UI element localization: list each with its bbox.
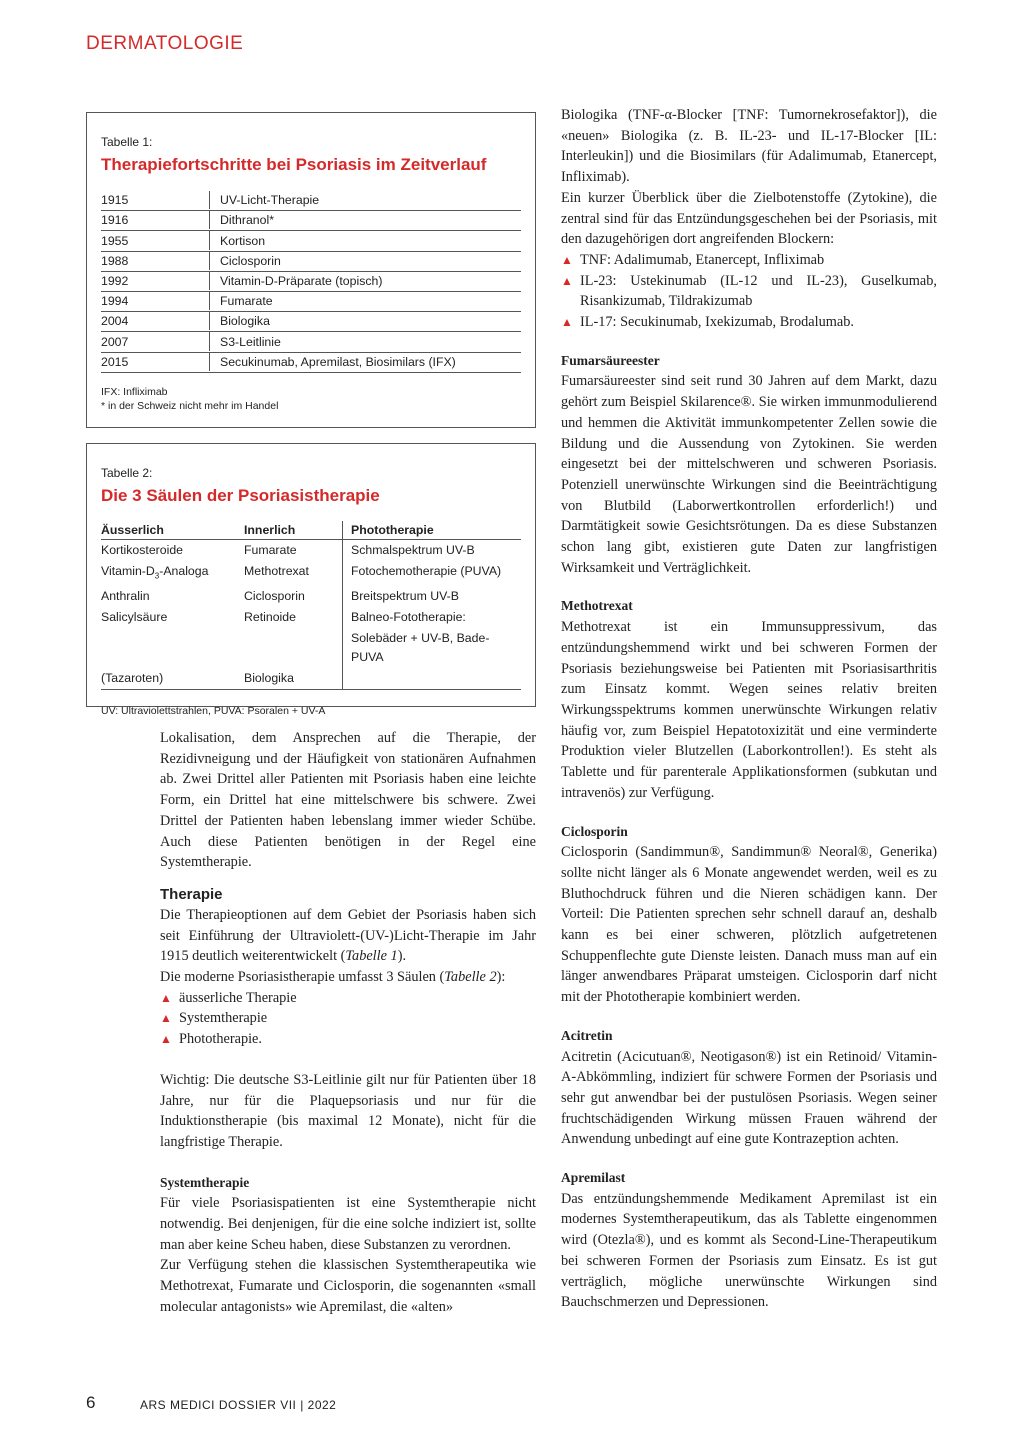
table-header: Phototherapie bbox=[342, 521, 521, 540]
publication-name: ARS MEDICI DOSSIER VII | 2022 bbox=[140, 1398, 337, 1412]
table-cell: Fotochemotherapie (PUVA) bbox=[342, 561, 521, 586]
table-cell: Breitspektrum UV-B bbox=[342, 586, 521, 607]
table-1 bbox=[86, 112, 536, 428]
table-row bbox=[101, 272, 521, 292]
table-cell-item: Kortison bbox=[220, 233, 266, 248]
table-cell bbox=[101, 628, 244, 668]
apremilast-heading: Apremilast bbox=[561, 1170, 626, 1186]
wichtig-paragraph: Wichtig: Die deutsche S3-Leitlinie gilt nur für Patienten über 18 Jahre, nur für die Plaquepsoriasis und nur für die Induktionstherapie (bis maximal 12 Monate), nicht für die langfristige Therapie. bbox=[160, 1071, 536, 1150]
table-cell: Kortikosteroide bbox=[101, 543, 184, 557]
biologika-paragraph: Biologika (TNF-α-Blocker [TNF: Tumornekrosefaktor]), die «neuen» Biologika (z. B. IL-23- und IL-17-Blocker [IL: Interleukin]) und die Biosimilars (für Adalimumab, Etanercept, Infliximab). bbox=[561, 107, 937, 186]
table-1-title: Therapiefortschritte bei Psoriasis im Zeitverlauf bbox=[101, 155, 487, 174]
list-item: ▲ TNF: Adalimumab, Etanercept, Infliximab bbox=[561, 250, 937, 271]
table-cell-item: Ciclosporin bbox=[220, 253, 281, 268]
ciclosporin-paragraph: Ciclosporin (Sandimmun®, Sandimmun® Neoral®, Generika) sollte nicht länger als 6 Monate angewendet werden, weil es zu Bluthochdruck führen und die Nieren schädigen kann. Der Vorteil: Die Patienten sprechen sehr schnell darauf an, deshalb kann es bei einer schweren, plötzlich aufgetretenen Schuppenflechte gute Dienste leisten. Danach muss man auf ein länger anwendbares Präparat umsteigen. Ciclosporin darf nicht mit der Phototherapie kombiniert werden. bbox=[561, 844, 937, 1006]
table-cell-item: Fumarate bbox=[220, 294, 273, 309]
table-cell-item: Biologika bbox=[220, 314, 270, 329]
table-cell: (Tazaroten) bbox=[101, 668, 244, 690]
systemtherapie-heading: Systemtherapie bbox=[160, 1174, 250, 1190]
table-cell: Retinoide bbox=[244, 610, 296, 625]
red-triangle-icon: ▲ bbox=[561, 252, 573, 267]
table-row bbox=[101, 211, 521, 231]
table-cell: Fumarate bbox=[244, 543, 297, 557]
table-row bbox=[101, 332, 521, 352]
table-cell-year: 2015 bbox=[101, 353, 210, 371]
table-2-caption: Tabelle 2: bbox=[101, 466, 153, 480]
table-cell: Ciclosporin bbox=[244, 589, 305, 604]
table-cell-year: 2004 bbox=[101, 312, 210, 330]
apremilast-paragraph: Das entzündungshemmende Medikament Apremilast ist ein modernes Systemtherapeutikum, das als Tablette eingenommen wird (Otezla®), und es kommt als Second-Line-Therapeutikum bei schweren Formen der Psoriasis zum Einsatz. Es ist gut verträglich, mögliche unerwünschte Wirkungen sind Bauchschmerzen und Depressionen. bbox=[561, 1190, 937, 1311]
table-1-footnote: IFX: Infliximab bbox=[101, 385, 168, 398]
methotrexat-paragraph: Methotrexat ist ein Immunsuppressivum, das entzündungshemmend wirkt und bei schweren Formen der Psoriasis beziehungsweise bei Patienten mit Psoriasisarthritis zum Einsatz kommt. Wegen seines relativ breiten Wirkungsspektrums kommen unerwünschte Wirkungen relativ häufig vor, zum Beispiel Hepatotoxizität und eine verminderte Produktion vieler Blutzellen (Laborkontrollen!). Es steht als Tablette und für parenterale Applikationsformen (subkutan und intravenös) zur Verfügung. bbox=[561, 619, 937, 801]
acitretin-paragraph: Acitretin (Acicutuan®, Neotigason®) ist ein Retinoid/ Vitamin-A-Abkömmling, indiziert für schwere Formen der Psoriasis und sehr gut anwendbar bei der pustulösen Psoriasis. Wegen seiner fruchtschädigenden Wirkung müssen Frauen während der Anwendung unbedingt auf eine gute Kontrazeption achten. bbox=[561, 1048, 937, 1148]
table-cell-year: 1915 bbox=[101, 191, 210, 209]
table-cell: Schmalspektrum UV-B bbox=[342, 540, 521, 561]
page-number: 6 bbox=[86, 1393, 96, 1412]
table-cell-year: 1992 bbox=[101, 272, 210, 290]
systemtherapie-paragraph-2: Zur Verfügung stehen die klassischen Systemtherapeutika wie Methotrexat, Fumarate und Ciclosporin, die sogenannten «small molecular antagonists» wie Apremilast, die «alten» bbox=[160, 1257, 536, 1315]
table-cell-item: Vitamin-D-Präparate (topisch) bbox=[220, 273, 383, 288]
table-cell bbox=[244, 628, 342, 668]
table-row bbox=[101, 353, 521, 373]
therapie-heading: Therapie bbox=[160, 885, 223, 903]
table-cell: Anthralin bbox=[101, 589, 150, 604]
list-item: ▲ IL-23: Ustekinumab (IL-12 und IL-23), Guselkumab, Risankizumab, Tildrakizumab bbox=[561, 271, 937, 312]
table-header: Äusserlich bbox=[101, 521, 244, 540]
therapie-paragraph-2: Die moderne Psoriasistherapie umfasst 3 Säulen (Tabelle 2): bbox=[160, 969, 506, 986]
table-2 bbox=[86, 443, 536, 718]
table-cell bbox=[342, 668, 521, 690]
table-2-title: Die 3 Säulen der Psoriasistherapie bbox=[101, 486, 380, 505]
table-cell-item: Secukinumab, Apremilast, Biosimilars (IFX) bbox=[220, 354, 456, 369]
table-cell-year: 1994 bbox=[101, 292, 210, 310]
table-row bbox=[101, 312, 521, 332]
table-cell: Vitamin-$D_3$-Analoga bbox=[101, 564, 209, 581]
therapie-paragraph: Die Therapieoptionen auf dem Gebiet der Psoriasis haben sich seit Einführung der Ultraviolett-(UV-)Licht-Therapie im Jahr 1915 deutlich weiterentwickelt (Tabelle 1). bbox=[160, 906, 536, 965]
table-cell-year: 1955 bbox=[101, 231, 210, 249]
table-cell-year: 1916 bbox=[101, 211, 210, 229]
intro-paragraph: Lokalisation, dem Ansprechen auf die Therapie, der Rezidivneigung und der Häufigkeit von stationären Aufnahmen ab. Zwei Drittel aller Patienten mit Psoriasis haben eine leichte Form, ein Drittel hat eine mittelschwere bis schwere. Zwei Drittel der Patienten haben lebenslang immer wieder Schübe. Auch diese Patienten benötigen in der Regel eine Systemtherapie. bbox=[160, 730, 536, 871]
table-cell: Salicylsäure bbox=[101, 610, 168, 625]
list-item: ▲ äusserliche Therapie bbox=[160, 988, 536, 1009]
table-cell-year: 2007 bbox=[101, 332, 210, 350]
red-triangle-icon: ▲ bbox=[561, 273, 573, 288]
table-2-grid bbox=[101, 521, 521, 690]
fumarsaeureester-heading: Fumarsäureester bbox=[561, 352, 660, 368]
list-item: ▲ IL-17: Secukinumab, Ixekizumab, Brodalumab. bbox=[561, 312, 937, 333]
table-cell-item: S3-Leitlinie bbox=[220, 334, 281, 349]
table-row bbox=[101, 191, 521, 211]
table-2-footnote: UV: Ultraviolettstrahlen, PUVA: Psoralen + UV-A bbox=[101, 705, 326, 718]
table-cell-item: Dithranol* bbox=[220, 213, 274, 228]
fumarsaeureester-paragraph: Fumarsäureester sind seit rund 30 Jahren auf dem Markt, dazu gehört zum Beispiel Skilarence®. Sie wirken immunmodulierend und hemmen die Aktivität immunkompetenter Zellen sowie die Bildung und die Aussendung von Zytokinen. Sie werden eingesetzt bei der mittelschweren und schweren Psoriasis. Potenziell unerwünschte Wirkungen sind die Beeinträchtigung von Blutbild (Laborwertkontrollen erforderlich!) und Darmtätigkeit sowie Gesichtsrötungen. Da es diese Substanzen schon lang gibt, existieren gute Daten zur langfristigen Wirksamkeit und Verträglichkeit. bbox=[561, 373, 937, 576]
table-1-caption: Tabelle 1: bbox=[101, 135, 153, 149]
red-triangle-icon: ▲ bbox=[160, 990, 172, 1005]
right-column bbox=[561, 105, 937, 1313]
zytokine-paragraph: Ein kurzer Überblick über die Zielbotenstoffe (Zytokine), die zentral sind für das Entzündungsgeschehen bei der Psoriasis, mit den dazugehörigen dort angreifenden Blockern: bbox=[561, 189, 937, 248]
table-cell: Balneo-Fototherapie: bbox=[342, 607, 521, 628]
red-triangle-icon: ▲ bbox=[160, 1011, 172, 1026]
left-column bbox=[160, 728, 536, 1318]
red-triangle-icon: ▲ bbox=[561, 315, 573, 330]
table-cell: Methotrexat bbox=[244, 564, 309, 578]
table-1-rows bbox=[101, 191, 521, 373]
table-header: Innerlich bbox=[244, 521, 342, 540]
red-triangle-icon: ▲ bbox=[160, 1032, 172, 1047]
table-cell-item: UV-Licht-Therapie bbox=[220, 193, 320, 208]
table-row bbox=[101, 231, 521, 251]
table-cell-year: 1988 bbox=[101, 252, 210, 270]
acitretin-heading: Acitretin bbox=[561, 1027, 613, 1043]
list-item: ▲ Phototherapie. bbox=[160, 1029, 536, 1050]
systemtherapie-paragraph: Für viele Psoriasispatienten ist eine Systemtherapie nicht notwendig. Bei denjenigen, für die eine solche indiziert ist, sollte man aber keine Scheu haben, diese Substanzen zu verordnen. bbox=[160, 1195, 536, 1253]
table-cell: Biologika bbox=[244, 668, 342, 690]
list-item: ▲ Systemtherapie bbox=[160, 1008, 536, 1029]
table-row bbox=[101, 252, 521, 272]
ciclosporin-heading: Ciclosporin bbox=[561, 823, 628, 839]
table-1-footnote: * in der Schweiz nicht mehr im Handel bbox=[101, 399, 279, 412]
table-cell: Solebäder + UV-B, Bade-PUVA bbox=[342, 628, 521, 668]
table-row bbox=[101, 292, 521, 312]
section-label: DERMATOLOGIE bbox=[86, 33, 244, 54]
methotrexat-heading: Methotrexat bbox=[561, 598, 633, 614]
